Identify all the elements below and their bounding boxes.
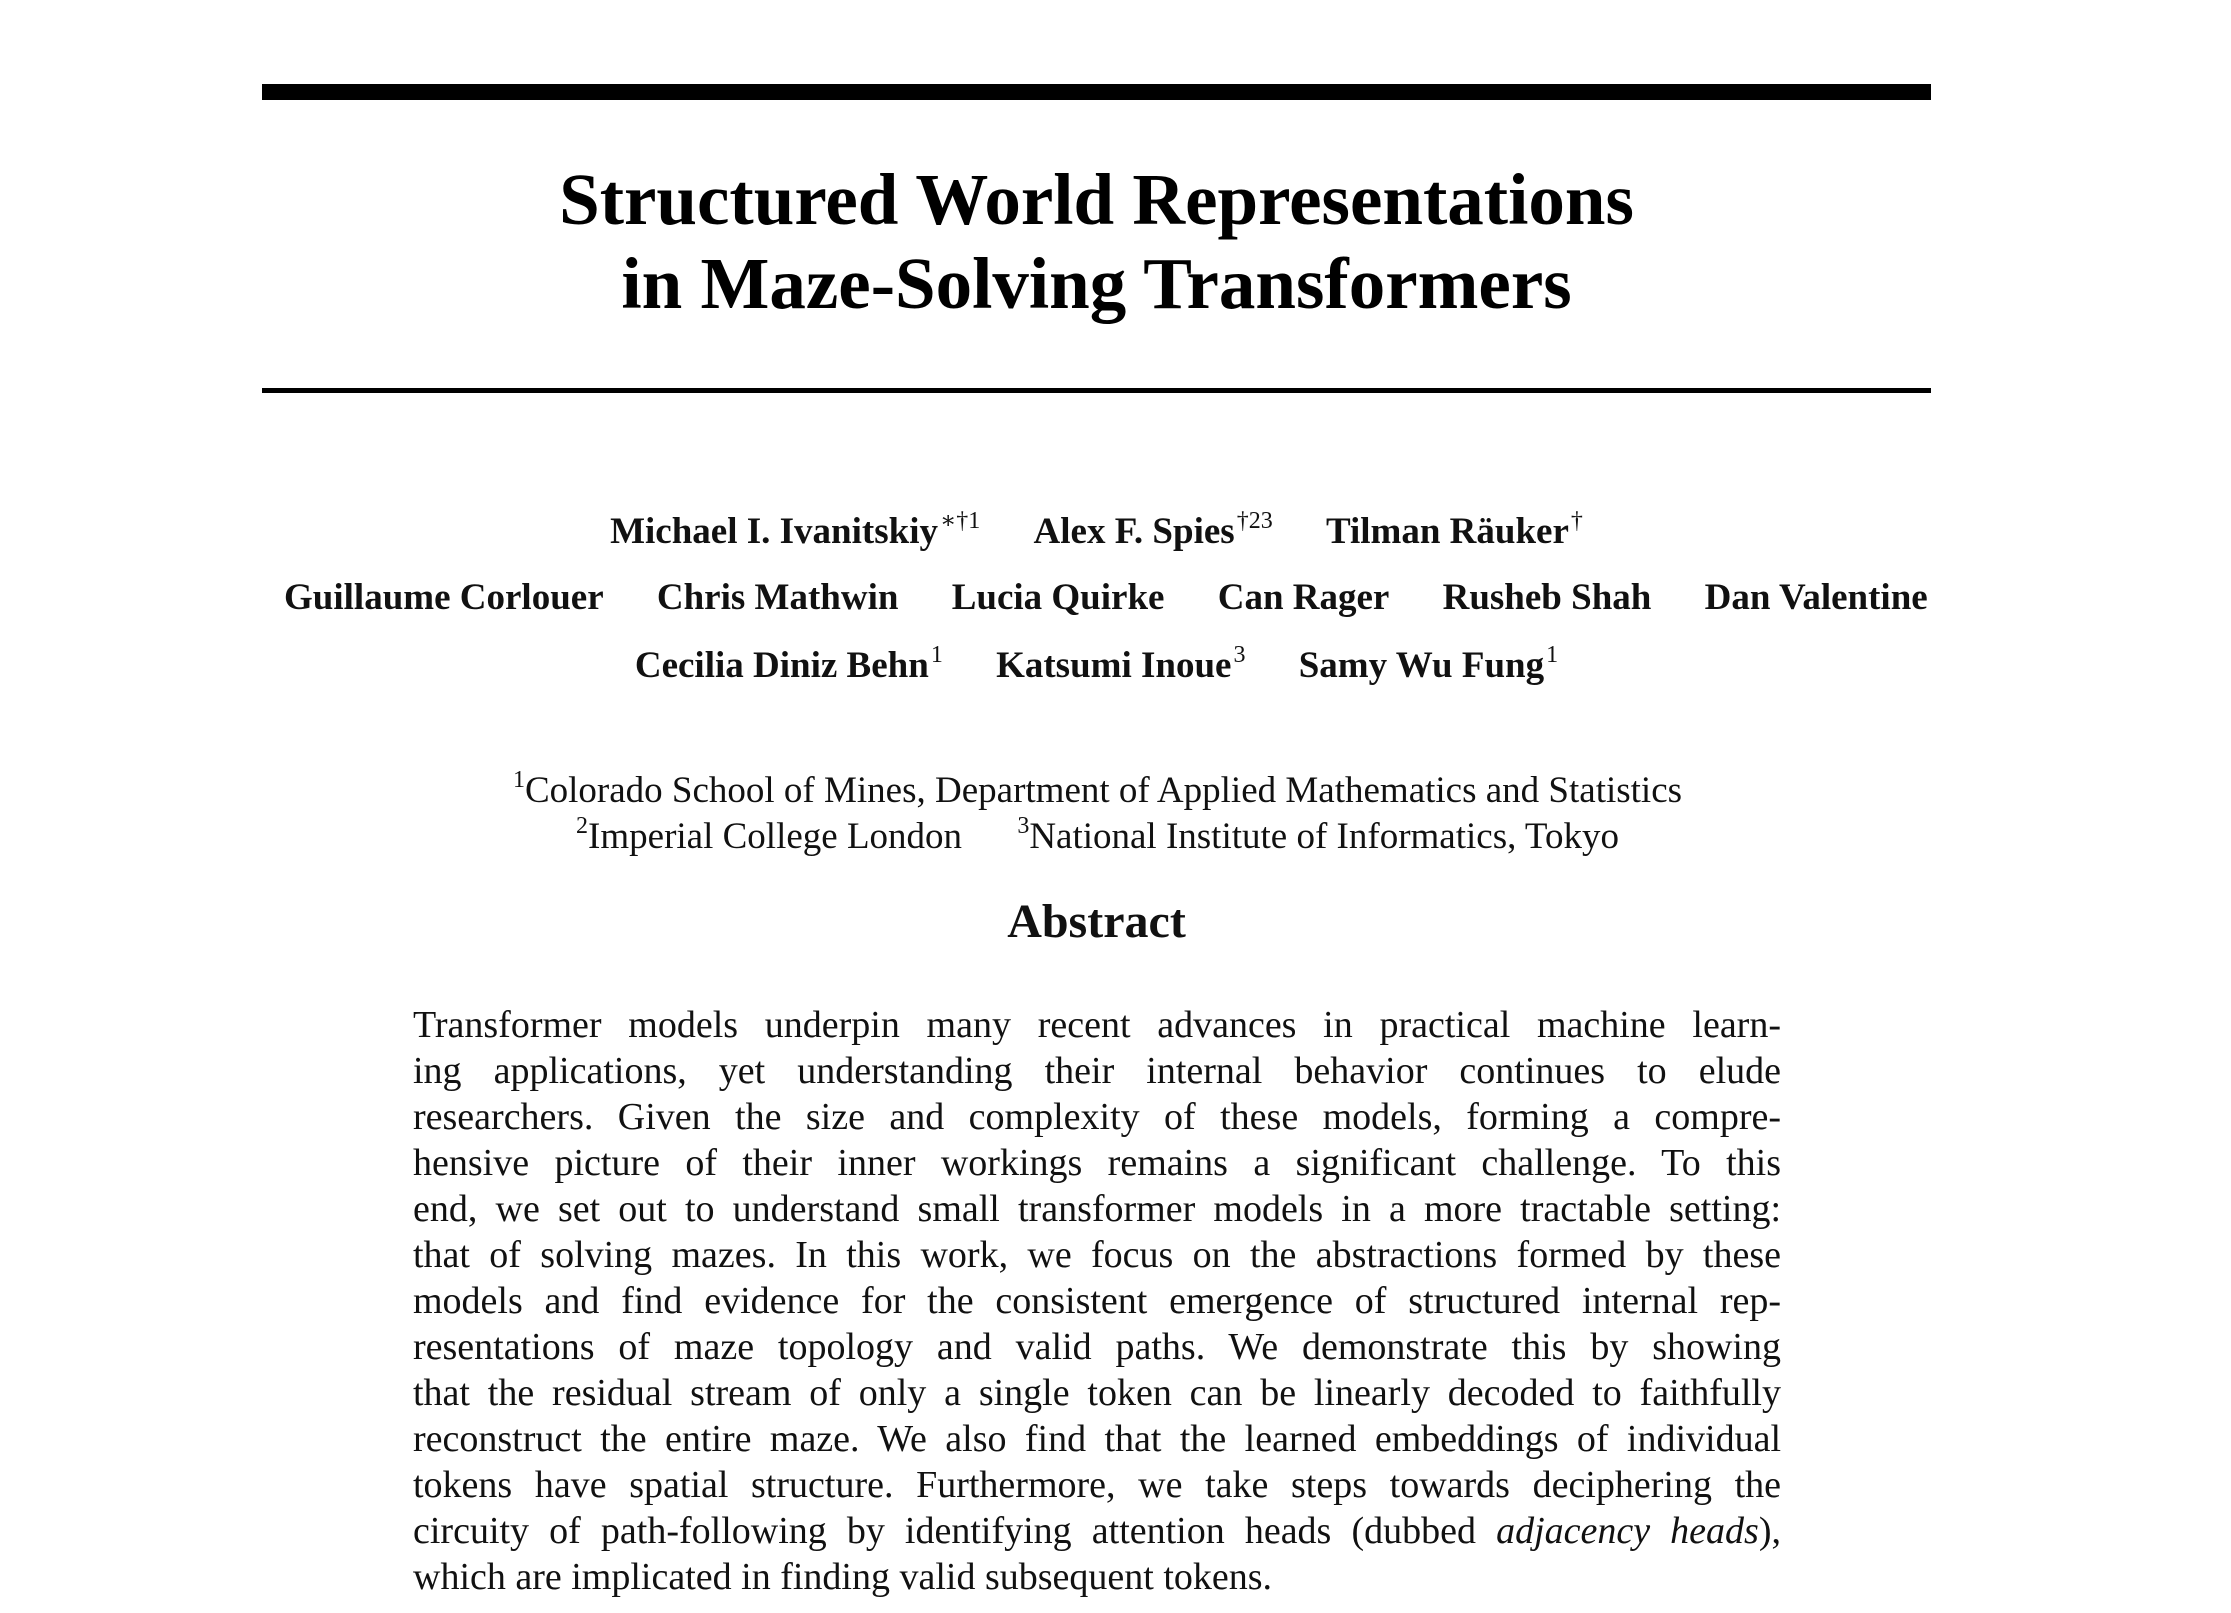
author: Michael I. Ivanitskiy$^{∗\dagger 1}$ xyxy=(610,508,981,552)
abstract-line: that of solving mazes. In this work, we focus on the abstractions formed by these xyxy=(413,1234,1781,1276)
affiliation-row-1 xyxy=(262,768,1931,814)
author-marks: 3 xyxy=(1233,642,1246,668)
abstract-line: hensive picture of their inner workings remains a significant challenge. To this xyxy=(413,1142,1781,1184)
abstract-line: models and find evidence for the consistent emergence of structured internal rep- xyxy=(413,1280,1781,1322)
abstract-line: resentations of maze topology and valid paths. We demonstrate this by showing xyxy=(413,1326,1781,1368)
author: Cecilia Diniz Behn$^1$ xyxy=(634,642,943,686)
author-marks: 1 xyxy=(930,642,943,668)
affiliation-mark: 2 xyxy=(576,813,589,839)
author-marks: 1 xyxy=(1546,642,1559,668)
paper-title xyxy=(262,158,1931,326)
author: Rusheb Shah xyxy=(1442,577,1652,618)
title-line-2: in Maze-Solving Transformers xyxy=(621,243,1572,324)
author: Alex F. Spies$^{\dagger 23}$ xyxy=(1033,508,1273,552)
author: Katsumi Inoue$^3$ xyxy=(996,642,1246,686)
title-line-1: Structured World Representations xyxy=(559,159,1634,240)
abstract-line: that the residual stream of only a single token can be linearly decoded to faithfully xyxy=(413,1372,1781,1414)
abstract-heading: Abstract xyxy=(1007,895,1186,948)
affiliation: $^3$National Institute of Informatics, Tokyo xyxy=(1017,813,1619,857)
abstract-line: end, we set out to understand small transformer models in a more tractable setting: xyxy=(413,1188,1781,1230)
affiliation-row-2 xyxy=(262,814,1931,860)
abstract-line: researchers. Given the size and complexity of these models, forming a compre- xyxy=(413,1096,1781,1138)
abstract-line: Transformer models underpin many recent advances in practical machine learn- xyxy=(413,1004,1781,1046)
author: Tilman Räuker† xyxy=(1325,508,1583,552)
affiliation: $^2$Imperial College London xyxy=(576,813,963,857)
author: Lucia Quirke xyxy=(951,577,1165,618)
abstract-line: ing applications, yet understanding their internal behavior continues to elude xyxy=(413,1050,1781,1092)
affiliation: $^1$Colorado School of Mines, Department of Applied Mathematics and Statistics xyxy=(512,767,1683,811)
author: Chris Mathwin xyxy=(656,577,899,618)
italic-term: adjacency heads xyxy=(1496,1510,1759,1552)
author-marks: †23 xyxy=(1236,508,1273,534)
author: Can Rager xyxy=(1217,577,1390,618)
abstract-line: reconstruct the entire maze. We also find that the learned embeddings of individual xyxy=(413,1418,1781,1460)
abstract-line-with-italic: circuity of path-following by identifying attention heads (dubbed adjacency heads), xyxy=(413,1510,1781,1552)
author-marks: † xyxy=(1570,508,1583,534)
authors-line-3 xyxy=(262,644,1931,688)
title-top-rule xyxy=(262,84,1931,100)
abstract-line-last: which are implicated in finding valid subsequent tokens. xyxy=(413,1556,1273,1598)
author: Guillaume Corlouer xyxy=(284,577,604,618)
affiliations xyxy=(262,768,1931,860)
affiliation-mark: 1 xyxy=(512,767,525,793)
authors-line-2 xyxy=(262,576,1931,620)
author: Samy Wu Fung$^1$ xyxy=(1298,642,1559,686)
title-bottom-rule xyxy=(262,388,1931,393)
abstract-line: tokens have spatial structure. Furthermore, we take steps towards deciphering the xyxy=(413,1464,1781,1506)
author: Dan Valentine xyxy=(1704,577,1928,618)
affiliation-mark: 3 xyxy=(1017,813,1030,839)
authors-line-1 xyxy=(262,510,1931,554)
abstract-body xyxy=(413,1002,1781,1600)
author-marks: ∗†1 xyxy=(939,508,981,534)
